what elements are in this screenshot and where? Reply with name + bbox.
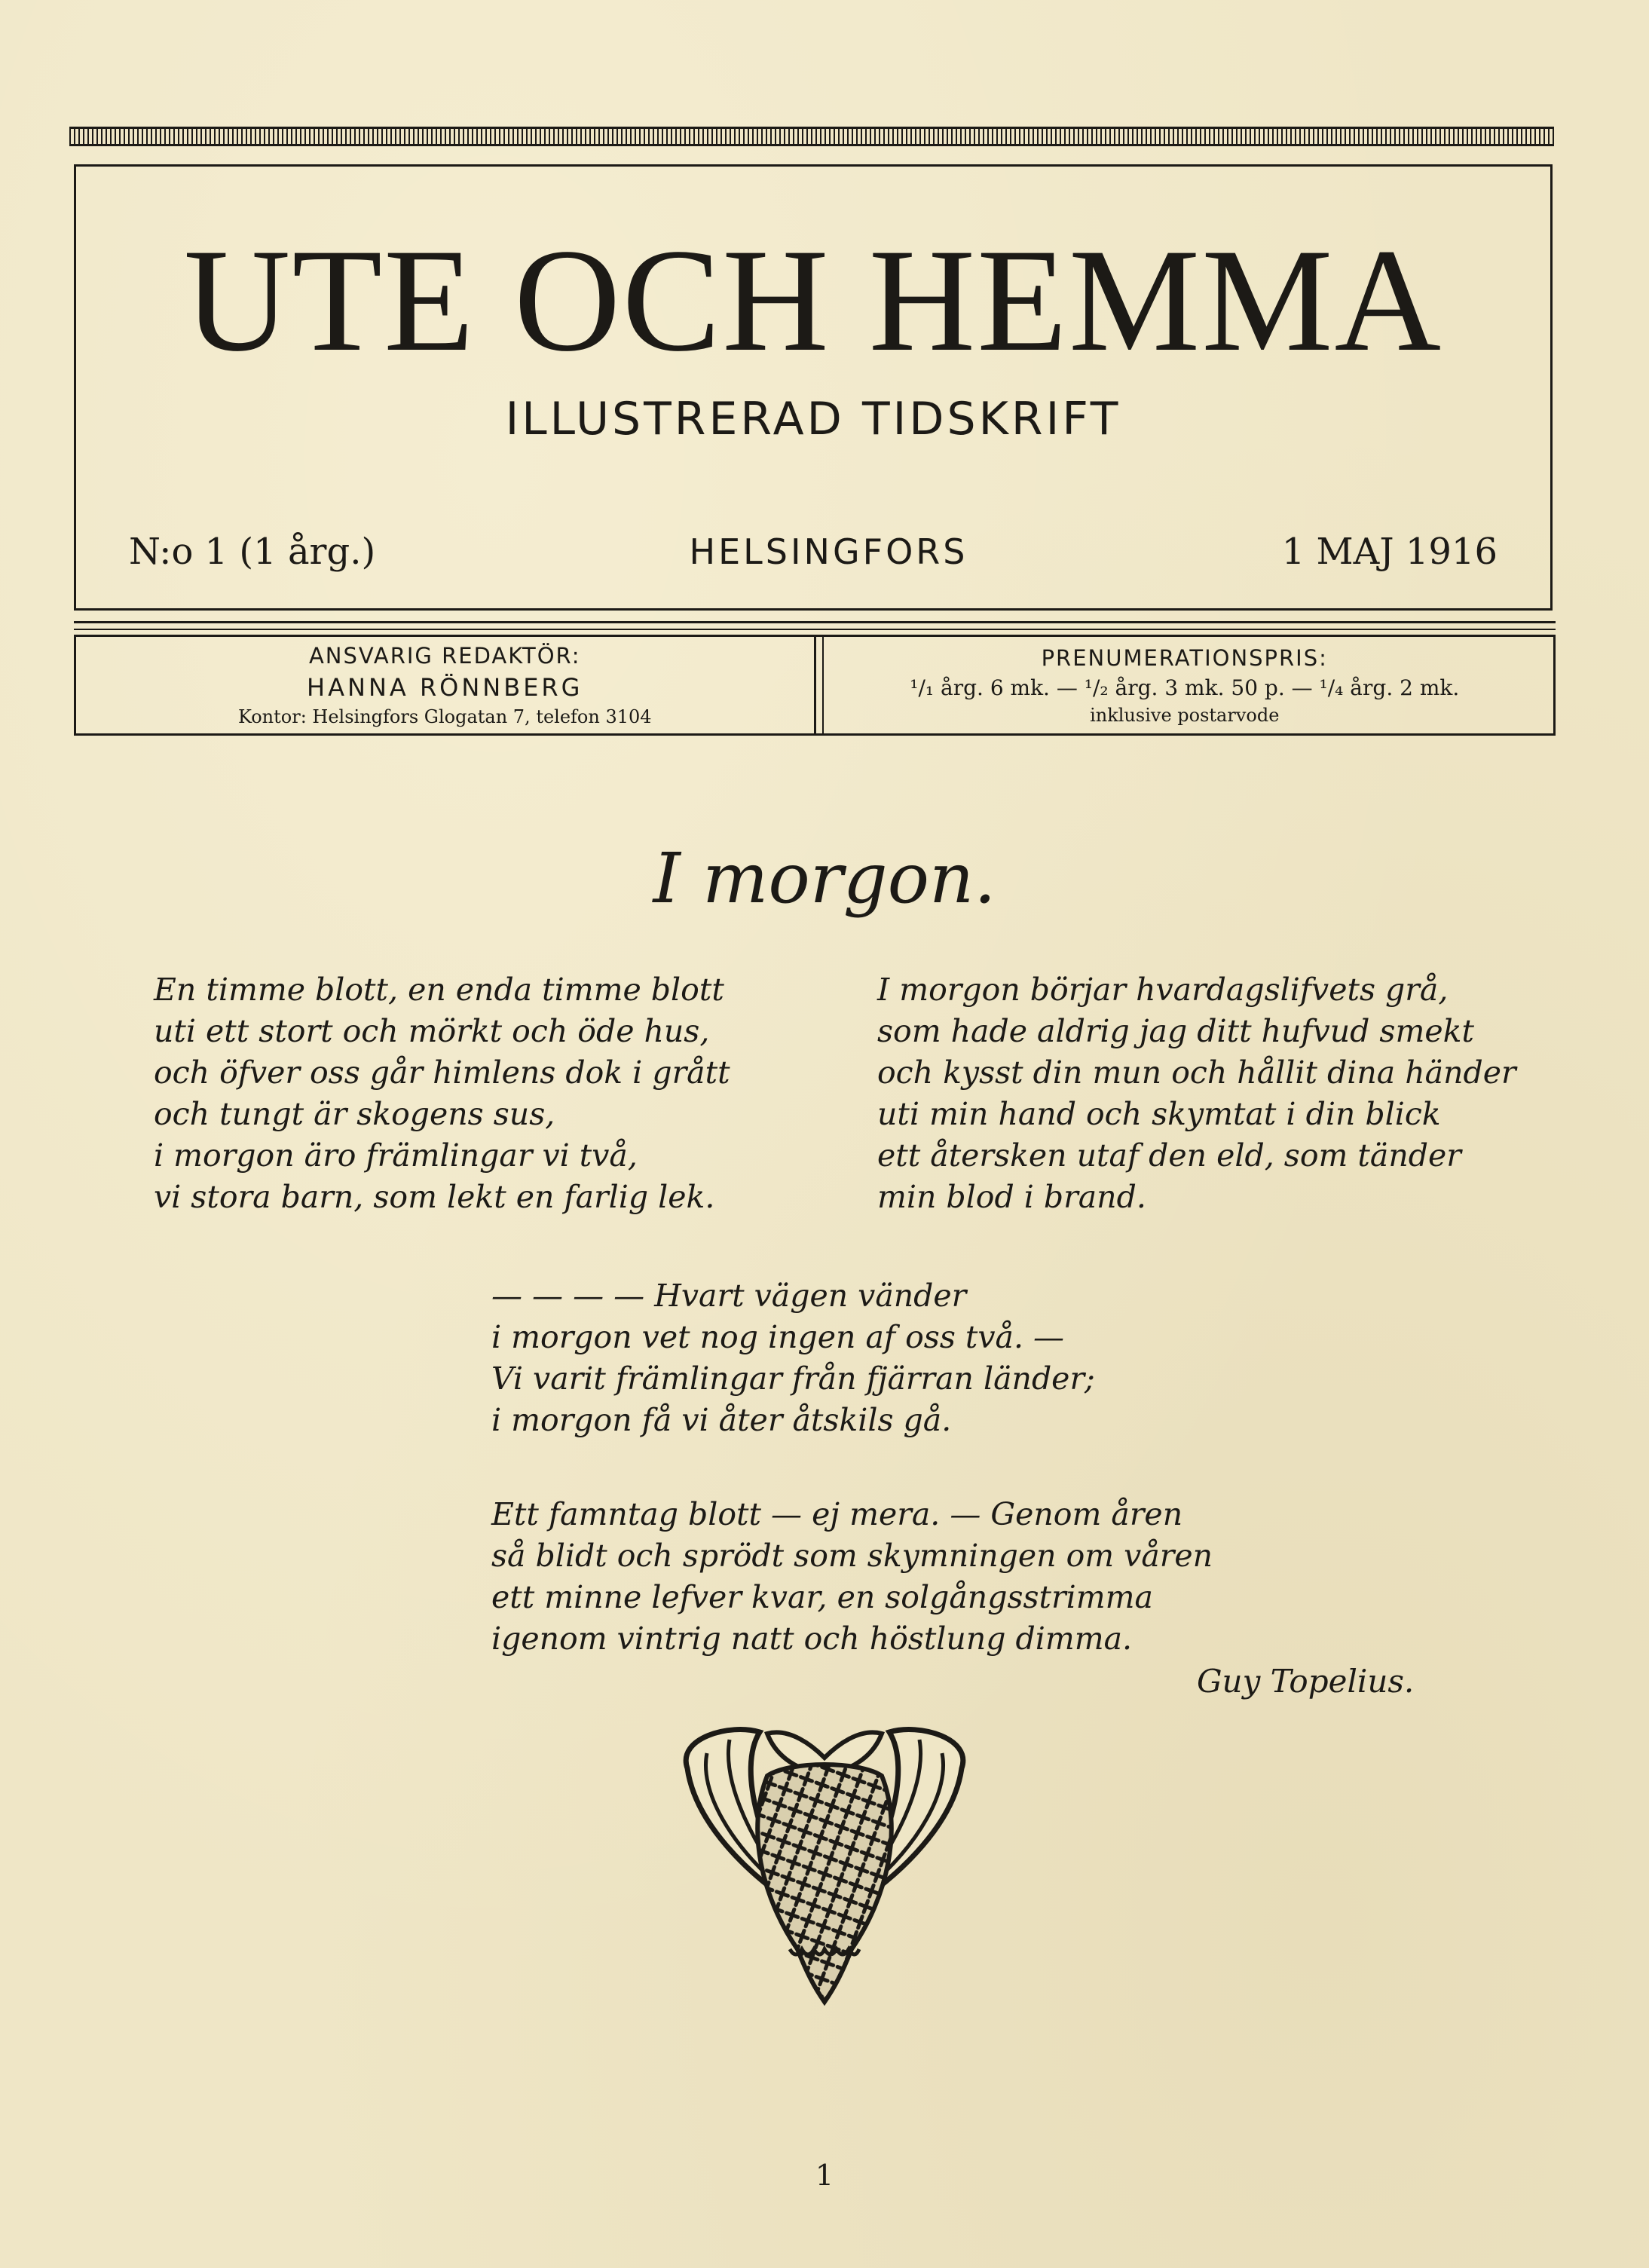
poem-line: igenom vintrig natt och höstlung dimma. [491, 1621, 1133, 1657]
stanza-left [154, 969, 730, 1218]
poem-line: och kysst din mun och hållit dina händer [877, 1054, 1516, 1091]
office-address: Kontor: Helsingfors Glogatan 7, telefon 3104 [237, 706, 652, 727]
poem-author: Guy Topelius. [1197, 1663, 1415, 1700]
poem-line: vi stora barn, som lekt en farlig lek. [154, 1179, 715, 1215]
issue-date: 1 MAJ 1916 [1281, 531, 1498, 573]
poem-line: i morgon äro främlingar vi två, [154, 1137, 638, 1174]
decorative-border-strip [69, 127, 1554, 146]
editor-name: HANNA RÖNNBERG [307, 673, 583, 702]
poem-line: och tungt är skogens sus, [154, 1096, 555, 1132]
stanza-right [877, 969, 1516, 1218]
magazine-subtitle: ILLUSTRERAD TIDSKRIFT [505, 393, 1121, 445]
poem-line: uti ett stort och mörkt och öde hus, [154, 1013, 710, 1049]
poem-line: så blidt och sprödt som skymningen om våren [491, 1538, 1213, 1574]
poem-line: ett minne lefver kvar, en solgångsstrimma [491, 1579, 1153, 1615]
masthead [74, 164, 1553, 611]
info-box [74, 635, 1556, 736]
issue-row [129, 525, 1498, 578]
poem-line: Ett famntag blott — ej mera. — Genom åren [491, 1496, 1183, 1532]
poem-title: I morgon. [653, 838, 996, 919]
poem-line: — — — — Hvart vägen vänder [491, 1278, 967, 1314]
poem-line: En timme blott, en enda timme blott [154, 972, 724, 1008]
stanza-middle-1 [491, 1275, 1095, 1441]
stanza-middle-2 [491, 1494, 1213, 1660]
magazine-title: UTE OCH HEMMA [183, 219, 1443, 382]
poem-line: ett återsken utaf den eld, som tänder [877, 1137, 1461, 1174]
poem-line: I morgon börjar hvardagslifvets grå, [877, 972, 1449, 1008]
heart-flower-ornament-icon [677, 1723, 972, 2017]
poem-line: uti min hand och skymtat i din blick [877, 1096, 1441, 1132]
issue-number: N:o 1 (1 årg.) [129, 531, 376, 573]
poem-line: och öfver oss går himlens dok i grått [154, 1054, 730, 1091]
subscription-note: inklusive postarvode [1090, 704, 1280, 726]
page-number: 1 [815, 2159, 834, 2192]
subscription-cell [814, 637, 1554, 733]
subscription-label: PRENUMERATIONSPRIS: [1041, 644, 1328, 671]
poem-line: i morgon vet nog ingen af oss två. — [491, 1319, 1065, 1355]
poem-line: Vi varit främlingar från fjärran länder; [491, 1360, 1095, 1397]
issue-place: HELSINGFORS [689, 531, 968, 572]
poem-line: min blod i brand. [877, 1179, 1146, 1215]
editor-label: ANSVARIG REDAKTÖR: [308, 643, 581, 669]
poem-line: som hade aldrig jag ditt hufvud smekt [877, 1013, 1474, 1049]
editor-cell [76, 637, 814, 733]
subscription-prices: ¹/₁ årg. 6 mk. — ¹/₂ årg. 3 mk. 50 p. — ¹/₄ årg. 2 mk. [910, 675, 1460, 700]
poem-line: i morgon få vi åter åtskils gå. [491, 1402, 952, 1438]
double-rule-divider [74, 621, 1556, 630]
